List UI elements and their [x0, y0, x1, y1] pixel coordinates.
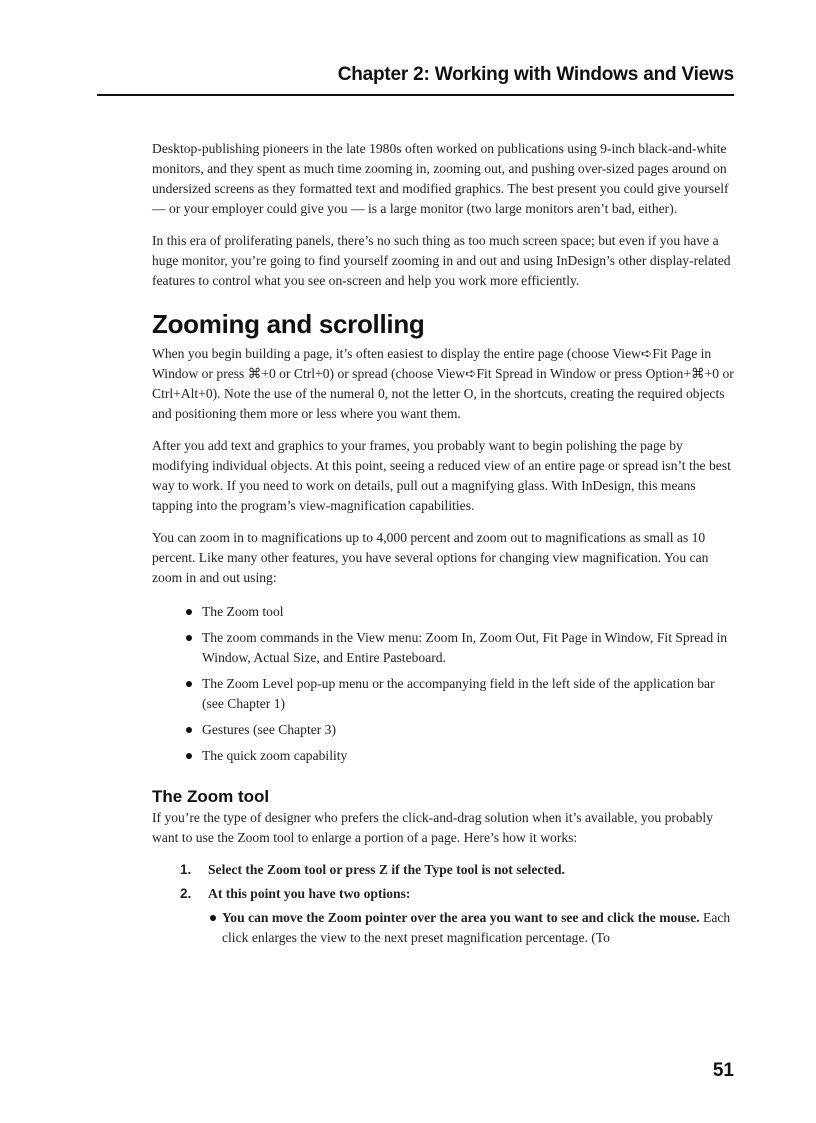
section-paragraph-2: After you add text and graphics to your frames, you probably want to begin polishing the page by modifying individual objects. At this point, seeing a reduced view of an entire page or spread isn’t the best way to work. If you need to work on details, pull out a magnifying glass. With InDesign, this means tapping into the program’s view-magnification capabilities.	[152, 438, 731, 513]
steps-list	[180, 860, 734, 948]
step-text: At this point you have two options:	[208, 886, 411, 901]
intro-paragraph-1: Desktop-publishing pioneers in the late 1980s often worked on publications using 9-inch black-and-white monitors, and they spent as much time zooming in, zooming out, and pushing over-sized pages around on undersized screens as they formatted text and modified graphics. The best present you could give yourself — or your employer could give you — is a large monitor (two large monitors aren’t bad, either).	[152, 141, 729, 216]
list-item: The Zoom tool	[184, 602, 734, 622]
section-heading: Zooming and scrolling	[152, 309, 425, 339]
step-number: 1.	[180, 862, 192, 877]
chapter-title: Chapter 2: Working with Windows and Views	[337, 64, 734, 85]
zoom-options-list	[184, 602, 734, 766]
section-paragraph-1: When you begin building a page, it’s often easiest to display the entire page (choose View➪Fit Page in Window or press ⌘+0 or Ctrl+0) or spread (choose View➪Fit Spread in Window or press Option+⌘+0 or Ctrl+Alt+0). Note the use of the numeral 0, not the letter O, in the shortcuts, creating the required objects and positioning them more or less where you want them.	[152, 346, 734, 421]
subsection-paragraph: If you’re the type of designer who prefers the click-and-drag solution when it’s available, you probably want to use the Zoom tool to enlarge a portion of a page. Here’s how it works:	[152, 810, 713, 845]
intro-paragraph-2: In this era of proliferating panels, there’s no such thing as too much screen space; but even if you have a huge monitor, you’re going to find yourself zooming in and out and using InDesign’s other display-related features to control what you see on-screen and help you work more efficiently.	[152, 233, 731, 288]
list-item: The quick zoom capability	[184, 746, 734, 766]
step-sub-list	[208, 908, 734, 948]
sub-list-item	[208, 908, 734, 948]
section-paragraph-3: You can zoom in to magnifications up to 4,000 percent and zoom out to magnifications as small as 10 percent. Like many other features, you have several options for changing view magnification. You can zoom in and out using:	[152, 530, 709, 585]
list-item: The zoom commands in the View menu: Zoom In, Zoom Out, Fit Page in Window, Fit Spread in Window, Actual Size, and Entire Pasteboard.	[184, 628, 734, 668]
list-item: Gestures (see Chapter 3)	[184, 720, 734, 740]
step-item	[180, 860, 734, 880]
step-item	[180, 884, 734, 948]
sub-item-text: Each click enlarges the view to the next preset magnification percentage. (To	[222, 910, 731, 945]
step-text: Select the Zoom tool or press Z if the Type tool is not selected.	[208, 862, 565, 877]
page-body	[152, 139, 734, 952]
running-header	[97, 64, 734, 96]
step-number: 2.	[180, 886, 192, 901]
list-item: The Zoom Level pop-up menu or the accompanying field in the left side of the application bar (see Chapter 1)	[184, 674, 734, 714]
subsection-heading: The Zoom tool	[152, 787, 270, 806]
page-number: 51	[712, 1060, 734, 1081]
sub-item-bold: You can move the Zoom pointer over the area you want to see and click the mouse.	[222, 910, 700, 925]
